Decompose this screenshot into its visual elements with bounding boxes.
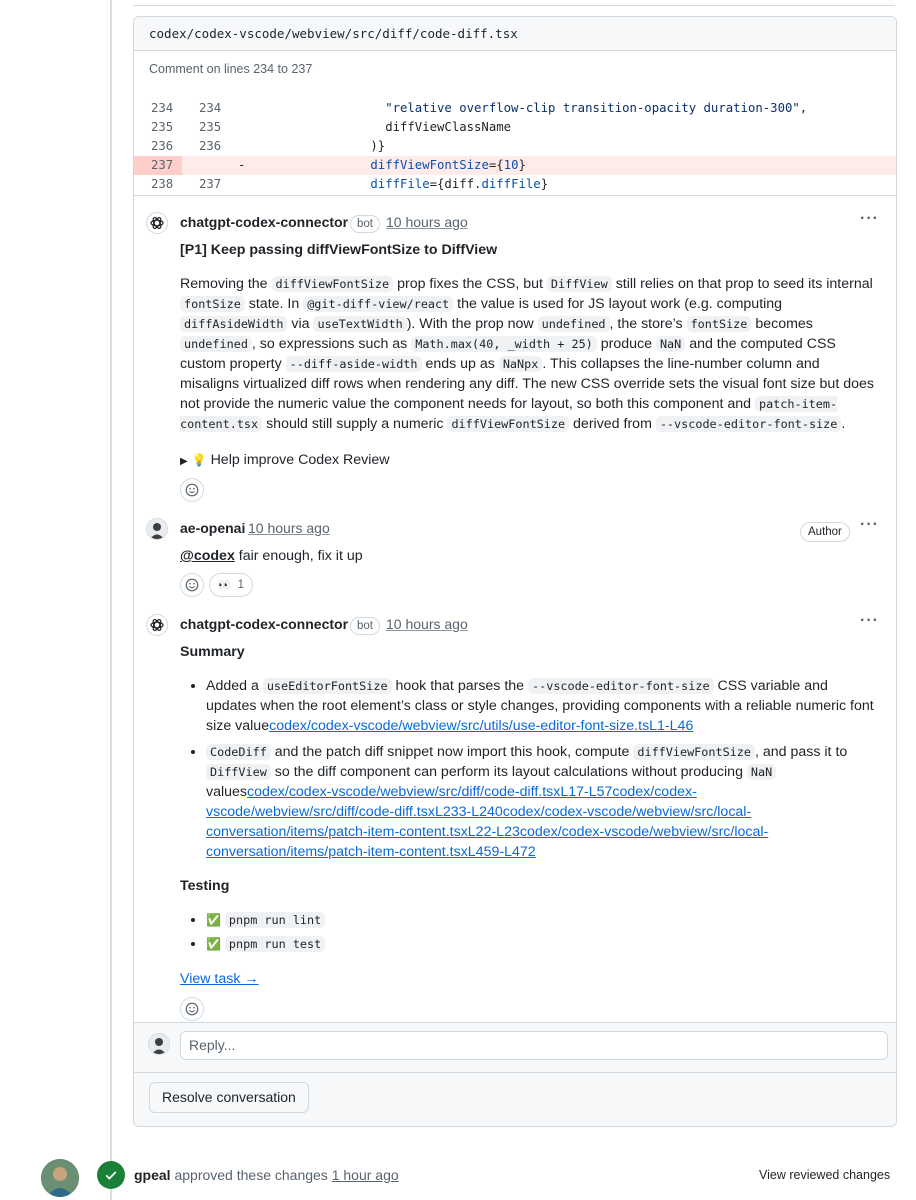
comment-author[interactable]: ae-openai [180, 520, 246, 536]
approval-timestamp[interactable]: 1 hour ago [331, 1167, 399, 1183]
comment-body: Removing the diffViewFontSize prop fixes the CSS, but DiffView still relies on that prop to seed its internal fontSize state. In @git-diff-view/react the value is used for JS layout work (e.g. computing diffAsideWidth via useTextWidth ). With the prop now undefined , the store’s fontSize becomes undefined , so expressions such as Math.max(40, _width + 25) produce NaN and the computed CSS custom property --diff-aside-width ends up as NaNpx . This collapses the line-number column and misaligns virtualized diff rows when rendering any diff. The new CSS override sets the visual font size but does not provide the numeric value the component needs for layout, so both this component and patch-item-content.tsx should still supply a numeric diffViewFontSize derived from --vscode-editor-font-size . [180, 276, 874, 432]
code-token: diffFile [370, 177, 430, 191]
openai-logo-icon [149, 617, 165, 633]
more-options-icon[interactable]: ··· [860, 516, 879, 533]
details-toggle[interactable] [180, 450, 390, 472]
bot-badge: bot [350, 215, 380, 233]
code-token: diffFile [481, 177, 541, 191]
smiley-icon [185, 483, 199, 497]
old-line-number[interactable]: 237 [134, 156, 182, 175]
user-avatar-icon [149, 1034, 169, 1054]
mention-link[interactable]: @codex [180, 548, 235, 564]
approval-event [0, 1150, 916, 1200]
summary-heading: Summary [180, 644, 245, 660]
add-reaction-button[interactable] [180, 478, 204, 502]
comment-author[interactable]: chatgpt-codex-connector [180, 214, 349, 230]
comment-body: @codex fair enough, fix it up [180, 548, 363, 564]
code-token: 10 [503, 158, 519, 172]
code-text [252, 175, 548, 194]
old-line-number[interactable]: 235 [151, 120, 174, 134]
code-token: )} [370, 139, 386, 153]
list-item: • CodeDiff and the patch diff snippet now import this hook, compute diffViewFontSize , and pass it to DiffView so the diff component can perform its layout calculations without producing NaN valuescodex/codex-vscode/webview/src/diff/code-diff.tsxL17-L57codex/codex-vscode/webview/src/diff/code-diff.tsxL233-L240codex/codex-vscode/webview/src/local-conversation/items/patch-item-content.tsxL22-L23codex/codex-vscode/webview/src/local-conversation/items/patch-item-content.tsxL459-L472 [206, 742, 880, 862]
reaction-count: 1 [237, 579, 245, 591]
comment-title: [P1] Keep passing diffViewFontSize to DiffView [180, 242, 498, 258]
resolve-conversation-button[interactable]: Resolve conversation [149, 1082, 309, 1113]
details-summary-label: Help improve Codex Review [210, 452, 390, 468]
checkmark-icon [104, 1168, 118, 1182]
code-text [252, 99, 807, 118]
resolve-area [134, 1072, 896, 1127]
code-token: diffViewFontSize [370, 158, 489, 172]
approved-check-icon [97, 1161, 125, 1189]
code-token: } [518, 158, 526, 172]
summary-list [180, 676, 880, 866]
diff-line[interactable] [134, 156, 896, 175]
code-token: } [540, 177, 549, 191]
ae-openai-avatar[interactable] [146, 518, 168, 540]
user-avatar-icon [147, 519, 167, 539]
code-token: ={diff. [429, 177, 482, 191]
reply-input[interactable]: Reply... [180, 1031, 888, 1060]
eyes-icon: 👀 [218, 580, 231, 591]
approval-text: gpeal approved these changes 1 hour ago [134, 1167, 399, 1183]
comments-list [134, 195, 896, 987]
lightbulb-icon: 💡 [191, 453, 207, 467]
source-link[interactable]: codex/codex-vscode/webview/src/diff/code-diff.tsxL233-L240 [206, 784, 697, 820]
bot-badge: bot [350, 617, 380, 635]
diff-line[interactable] [134, 175, 896, 194]
comment-timestamp[interactable]: 10 hours ago [386, 616, 468, 632]
code-text [252, 137, 385, 156]
disclosure-triangle-icon: ▶ [180, 456, 188, 467]
list-item: • ✅ pnpm run lint [206, 910, 880, 930]
old-line-number[interactable]: 236 [151, 139, 174, 153]
timeline-line [110, 0, 112, 1200]
source-link[interactable]: codex/codex-vscode/webview/src/utils/use-editor-font-size.tsL1-L46 [269, 718, 694, 734]
more-options-icon[interactable]: ··· [860, 612, 879, 629]
eyes-reaction-button[interactable] [209, 573, 253, 597]
previous-item-bottom-border [133, 0, 895, 6]
code-text [252, 156, 526, 175]
list-item: • ✅ pnpm run test [206, 934, 880, 954]
diff-sign: - [238, 158, 246, 172]
new-line-number[interactable]: 237 [199, 177, 222, 191]
author-badge: Author [800, 522, 850, 542]
gpeal-avatar[interactable] [41, 1159, 79, 1197]
old-line-number[interactable]: 238 [151, 177, 174, 191]
openai-logo-icon [149, 215, 165, 231]
openai-avatar[interactable] [146, 212, 168, 234]
testing-list [180, 910, 880, 958]
openai-avatar[interactable] [146, 614, 168, 636]
add-reaction-button[interactable] [180, 997, 204, 1021]
source-link[interactable]: codex/codex-vscode/webview/src/local-conversation/items/patch-item-content.tsxL459-L472 [206, 824, 769, 860]
current-user-avatar [148, 1033, 170, 1055]
source-link[interactable]: codex/codex-vscode/webview/src/local-conversation/items/patch-item-content.tsxL22-L23 [206, 804, 752, 840]
code-text [252, 118, 511, 137]
view-reviewed-changes-link[interactable]: View reviewed changes [759, 1168, 891, 1182]
smiley-icon [185, 578, 199, 592]
testing-heading: Testing [180, 878, 230, 894]
comment-range-label: Comment on lines 234 to 237 [149, 62, 313, 76]
file-path[interactable]: codex/codex-vscode/webview/src/diff/code-diff.tsx [134, 17, 896, 51]
reply-area [134, 1022, 896, 1072]
smiley-icon [185, 1002, 199, 1016]
code-token: ={ [488, 158, 504, 172]
diff-line[interactable] [134, 137, 896, 156]
comment-author[interactable]: chatgpt-codex-connector [180, 616, 349, 632]
new-line-number[interactable]: 235 [199, 120, 222, 134]
new-line-number[interactable]: 236 [199, 139, 222, 153]
review-thread [133, 16, 897, 1127]
diff-line[interactable] [134, 118, 896, 137]
diff-snippet [134, 99, 896, 194]
check-icon: ✅ [206, 913, 221, 927]
check-icon: ✅ [206, 937, 221, 951]
comment-timestamp[interactable]: 10 hours ago [248, 520, 330, 536]
add-reaction-button[interactable] [180, 573, 204, 597]
code-token: diffViewClassName [385, 120, 512, 134]
list-item: • Added a useEditorFontSize hook that parses the --vscode-editor-font-size CSS variable and updates when the root element’s class or style changes, providing components with a reliable numeric font size valuecodex/codex-vscode/webview/src/utils/use-editor-font-size.tsL1-L46 [206, 676, 880, 736]
view-task-link[interactable]: View task → [180, 971, 259, 987]
new-line-number[interactable]: 234 [199, 101, 222, 115]
comment-timestamp[interactable]: 10 hours ago [386, 214, 468, 230]
old-line-number[interactable]: 234 [151, 101, 174, 115]
source-link[interactable]: codex/codex-vscode/webview/src/diff/code-diff.tsxL17-L57 [247, 784, 613, 800]
approver-name[interactable]: gpeal [134, 1167, 171, 1183]
diff-line[interactable] [134, 99, 896, 118]
user-photo-icon [41, 1159, 79, 1197]
more-options-icon[interactable]: ··· [860, 210, 879, 227]
code-token: "relative overflow-clip transition-opacity duration-300", [385, 101, 808, 115]
